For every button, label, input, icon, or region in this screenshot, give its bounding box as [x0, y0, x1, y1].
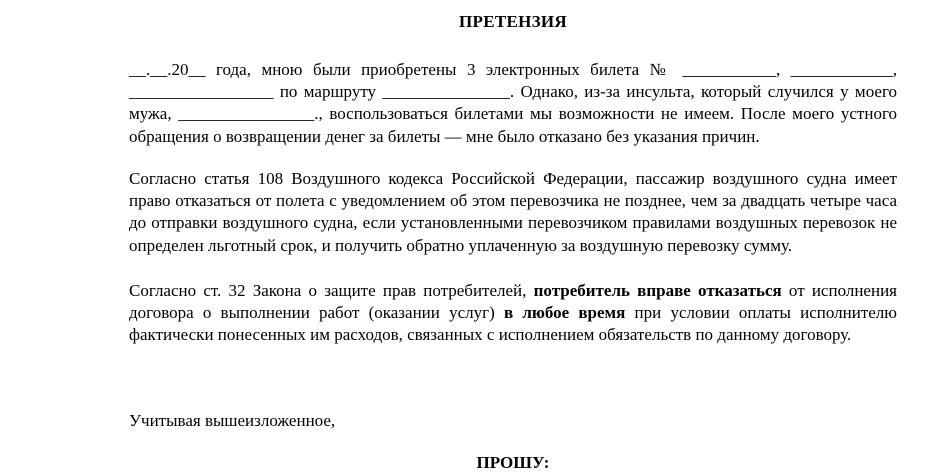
consumer-law-bold-2: в любое время	[503, 303, 626, 323]
paragraph-purchase-details: __.__.20__ года, мною были приобретены 3 электронных билета № ___________, ____________, _________________ по маршруту _______________. Однако, из-за инсульта, который случился у моего мужа, ________________., воспользоваться билетами мы возможности не имеем. После моего устного обращения о возвращении денег за билеты — мне было отказано без указания причин.	[129, 60, 897, 146]
request-heading: ПРОШУ:	[476, 453, 550, 472]
consumer-law-text-2: от исполнения договора о выполнении работ (оказании услуг)	[129, 281, 897, 323]
paragraph-consumer-law	[129, 280, 897, 347]
consumer-law-text-1: Согласно ст. 32 Закона о защите прав потребителей,	[129, 281, 534, 300]
document-title: ПРЕТЕНЗИЯ	[458, 12, 568, 31]
consumer-law-bold-1: потребитель вправе отказаться	[533, 281, 782, 300]
consumer-law-text-3: при условии оплаты исполнителю фактически понесенных им расходов, связанных с исполнением обязательств по данному договору.	[129, 303, 897, 345]
paragraph-air-code-article: Согласно статья 108 Воздушного кодекса Российской Федерации, пассажир воздушного судна имеет право отказаться от полета с уведомлением об этом перевозчика не позднее, чем за двадцать четыре часа до отправки воздушного судна, если установленными перевозчиком правилами воздушных перевозок не определен льготный срок, и получить обратно уплаченную за воздушную перевозку сумму.	[129, 169, 897, 255]
paragraph-considering: Учитывая вышеизложенное,	[129, 411, 336, 430]
